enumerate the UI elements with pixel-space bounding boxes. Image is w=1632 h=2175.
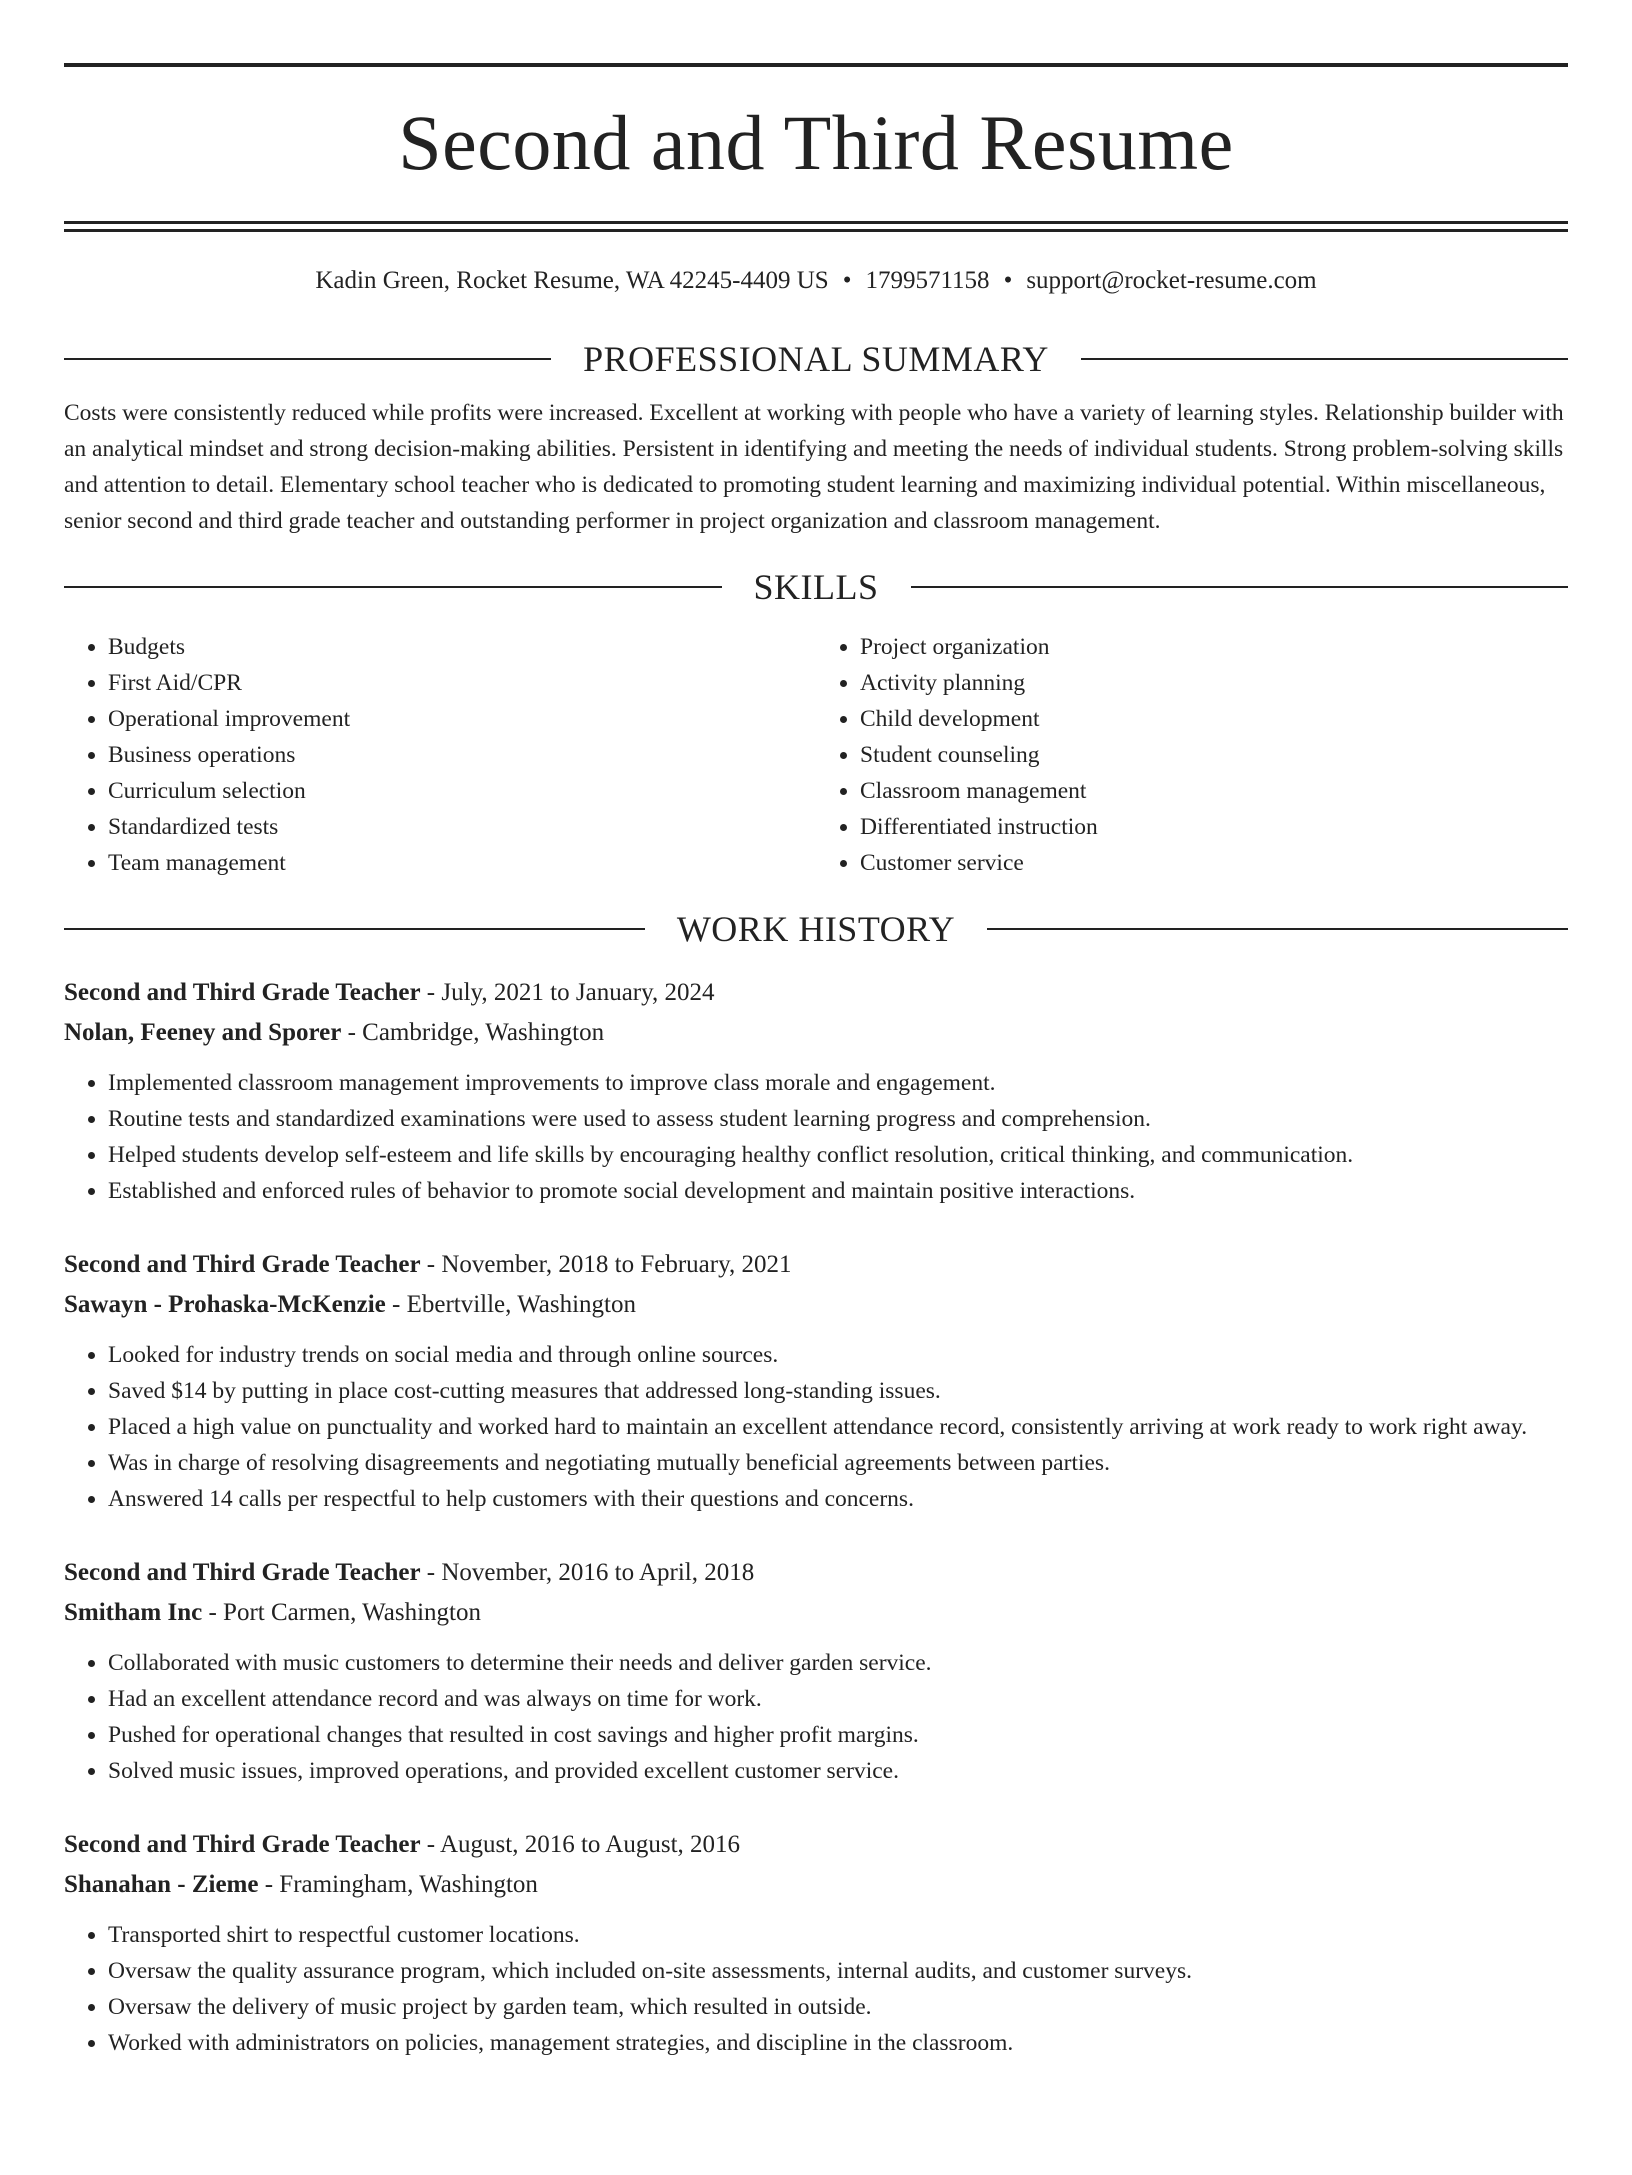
job-title: Second and Third Grade Teacher xyxy=(64,1831,421,1858)
job-location: - Port Carmen, Washington xyxy=(208,1599,481,1626)
job-title: Second and Third Grade Teacher xyxy=(64,1559,421,1586)
skills-list-right xyxy=(816,629,1568,881)
job-entry xyxy=(64,1245,1568,1517)
work-history-list xyxy=(64,973,1568,2061)
job-dates: - November, 2016 to April, 2018 xyxy=(426,1559,755,1586)
job-bullet: • Oversaw the quality assurance program, which included on-site assessments, internal audits, and customer surveys. xyxy=(108,1953,1568,1989)
job-bullet: • Pushed for operational changes that resulted in cost savings and higher profit margins. xyxy=(108,1717,1568,1753)
skills-list-left xyxy=(64,629,816,881)
job-dates: - July, 2021 to January, 2024 xyxy=(426,979,715,1006)
contact-separator: • xyxy=(1003,267,1013,294)
job-entry xyxy=(64,1553,1568,1789)
skill-item: • Child development xyxy=(860,701,1568,737)
job-bullet: • Helped students develop self-esteem and life skills by encouraging healthy conflict resolution, critical thinking, and communication. xyxy=(108,1137,1568,1173)
job-bullet: • Collaborated with music customers to determine their needs and deliver garden service. xyxy=(108,1645,1568,1681)
skill-item: • First Aid/CPR xyxy=(108,665,816,701)
job-bullet: • Answered 14 calls per respectful to help customers with their questions and concerns. xyxy=(108,1481,1568,1517)
job-bullet: • Worked with administrators on policies, management strategies, and discipline in the classroom. xyxy=(108,2025,1568,2061)
resume-page xyxy=(0,63,1632,2175)
job-title-line xyxy=(64,973,1568,1013)
skill-item: • Activity planning xyxy=(860,665,1568,701)
skill-item: • Operational improvement xyxy=(108,701,816,737)
job-bullet: • Placed a high value on punctuality and worked hard to maintain an excellent attendance record, consistently arriving at work ready to work right away. xyxy=(108,1409,1568,1445)
skill-item: • Classroom management xyxy=(860,773,1568,809)
job-bullet: • Established and enforced rules of behavior to promote social development and maintain positive interactions. xyxy=(108,1173,1568,1209)
job-company-line xyxy=(64,1593,1568,1633)
job-bullet: • Solved music issues, improved operations, and provided excellent customer service. xyxy=(108,1753,1568,1789)
heading-rule-right xyxy=(987,928,1568,930)
contact-phone: 1799571158 xyxy=(865,267,990,294)
skill-item: • Curriculum selection xyxy=(108,773,816,809)
job-title: Second and Third Grade Teacher xyxy=(64,979,421,1006)
job-bullet: • Routine tests and standardized examinations were used to assess student learning progress and comprehension. xyxy=(108,1101,1568,1137)
job-bullet: • Was in charge of resolving disagreements and negotiating mutually beneficial agreements between parties. xyxy=(108,1445,1568,1481)
contact-separator: • xyxy=(842,267,852,294)
skill-item: • Differentiated instruction xyxy=(860,809,1568,845)
skill-item: • Team management xyxy=(108,845,816,881)
skill-item: • Standardized tests xyxy=(108,809,816,845)
job-bullet: • Saved $14 by putting in place cost-cutting measures that addressed long-standing issues. xyxy=(108,1373,1568,1409)
skill-item: • Customer service xyxy=(860,845,1568,881)
work-heading: WORK HISTORY xyxy=(676,909,956,949)
job-bullet: • Had an excellent attendance record and was always on time for work. xyxy=(108,1681,1568,1717)
skills-section-heading xyxy=(64,565,1568,609)
job-bullets xyxy=(64,1337,1568,1517)
summary-text: Costs were consistently reduced while profits were increased. Excellent at working with people who have a variety of learning styles. Relationship builder with an analytical mindset and strong decision-making abilities. Persistent in identifying and meeting the needs of individual students. Strong problem-solving skills and attention to detail. Elementary school teacher who is dedicated to promoting student learning and maximizing individual potential. Within miscellaneous, senior second and third grade teacher and outstanding performer in project organization and classroom management. xyxy=(64,400,1564,534)
summary-section-heading xyxy=(64,337,1568,381)
job-company-line xyxy=(64,1285,1568,1325)
job-location: - Framingham, Washington xyxy=(264,1871,538,1898)
heading-rule-left xyxy=(64,928,645,930)
top-rule xyxy=(64,63,1568,67)
contact-line xyxy=(64,265,1568,297)
job-entry xyxy=(64,1825,1568,2061)
skill-item: • Budgets xyxy=(108,629,816,665)
skill-item: • Student counseling xyxy=(860,737,1568,773)
job-title: Second and Third Grade Teacher xyxy=(64,1251,421,1278)
skills-heading: SKILLS xyxy=(753,567,879,607)
skills-columns xyxy=(64,629,1568,881)
job-title-line xyxy=(64,1825,1568,1865)
job-dates: - November, 2018 to February, 2021 xyxy=(426,1251,792,1278)
skill-item: • Business operations xyxy=(108,737,816,773)
job-bullets xyxy=(64,1917,1568,2061)
resume-title: Second and Third Resume xyxy=(398,99,1234,186)
title-double-rule xyxy=(64,221,1568,232)
work-section-heading xyxy=(64,907,1568,951)
job-bullet: • Oversaw the delivery of music project by garden team, which resulted in outside. xyxy=(108,1989,1568,2025)
contact-address: Kadin Green, Rocket Resume, WA 42245-4409 US xyxy=(315,267,829,294)
job-bullets xyxy=(64,1065,1568,1209)
job-location: - Ebertville, Washington xyxy=(392,1291,637,1318)
job-title-line xyxy=(64,1553,1568,1593)
job-company: Nolan, Feeney and Sporer xyxy=(64,1019,342,1046)
contact-email: support@rocket-resume.com xyxy=(1026,267,1317,294)
job-company: Sawayn - Prohaska-McKenzie xyxy=(64,1291,386,1318)
job-bullets xyxy=(64,1645,1568,1789)
summary-heading: PROFESSIONAL SUMMARY xyxy=(583,339,1049,379)
job-entry xyxy=(64,973,1568,1209)
heading-rule-right xyxy=(1081,358,1568,360)
job-bullet: • Transported shirt to respectful customer locations. xyxy=(108,1917,1568,1953)
job-company-line xyxy=(64,1865,1568,1905)
heading-rule-right xyxy=(911,586,1569,588)
job-company: Shanahan - Zieme xyxy=(64,1871,259,1898)
job-dates: - August, 2016 to August, 2016 xyxy=(426,1831,741,1858)
job-company: Smitham Inc xyxy=(64,1599,203,1626)
job-title-line xyxy=(64,1245,1568,1285)
job-company-line xyxy=(64,1013,1568,1053)
heading-rule-left xyxy=(64,586,722,588)
job-bullet: • Implemented classroom management improvements to improve class morale and engagement. xyxy=(108,1065,1568,1101)
job-bullet: • Looked for industry trends on social media and through online sources. xyxy=(108,1337,1568,1373)
job-location: - Cambridge, Washington xyxy=(347,1019,605,1046)
skill-item: • Project organization xyxy=(860,629,1568,665)
heading-rule-left xyxy=(64,358,551,360)
